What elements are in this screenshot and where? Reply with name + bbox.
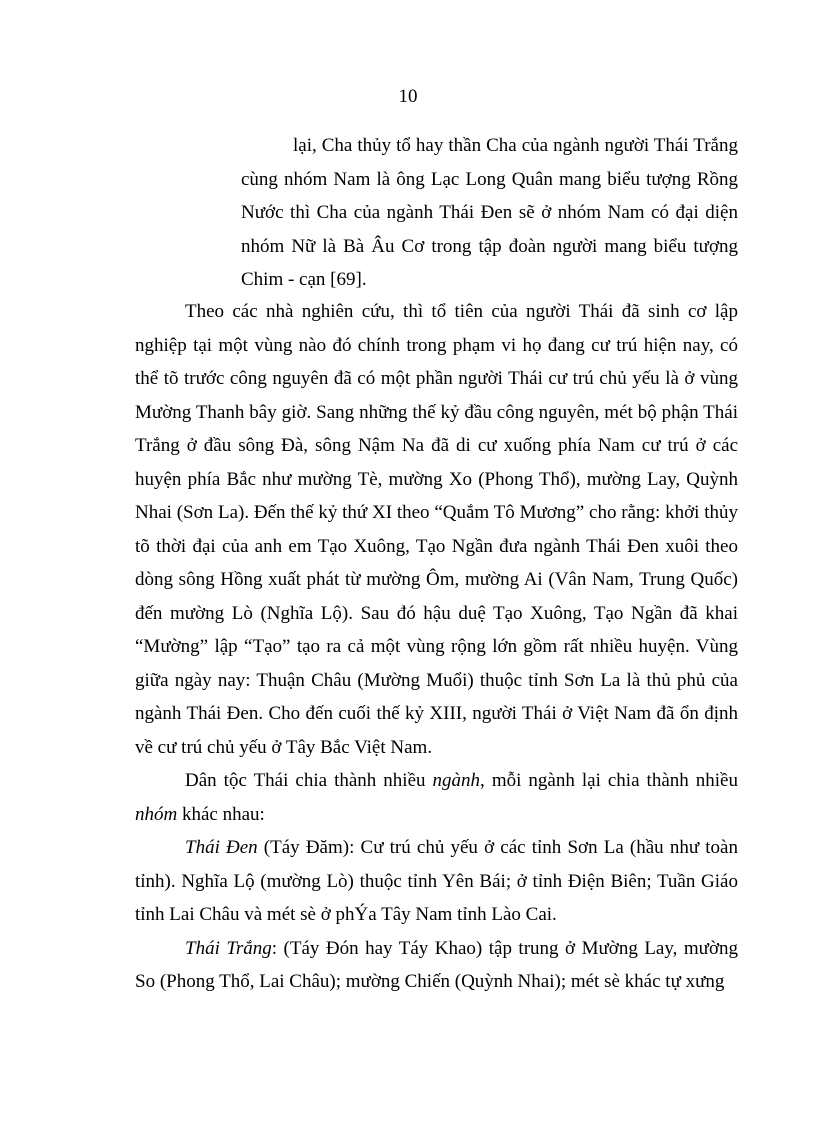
- paragraph-thai-trang: [135, 932, 738, 999]
- term-thai-den: Thái Đen: [185, 837, 258, 858]
- paragraph-groups-middle: , mỗi ngành lại chia thành nhiều: [480, 770, 738, 791]
- paragraph-origins: Theo các nhà nghiên cứu, thì tổ tiên của người Thái đã sinh cơ lập nghiệp tại một vùng nào đó chính trong phạm vi họ đang cư trú hiện nay, có thể tõ trước công nguyên đã có một phần người Thái cư trú chủ yếu là ở vùng Mường Thanh bây giờ. Sang những thế kỷ đầu công nguyên, mét bộ phận Thái Trắng ở đầu sông Đà, sông Nậm Na đã di cư xuống phía Nam cư trú ở các huyện phía Bắc như mường Tè, mường Xo (Phong Thổ), mường Lay, Quỳnh Nhai (Sơn La). Đến thế kỷ thứ XI theo “Quắm Tô Mương” cho rằng: khởi thủy tõ thời đại của anh em Tạo Xuông, Tạo Ngần đưa ngành Thái Đen xuôi theo dòng sông Hồng xuất phát từ mường Ôm, mường Ai (Vân Nam, Trung Quốc) đến mường Lò (Nghĩa Lộ). Sau đó hậu duệ Tạo Xuông, Tạo Ngần đã khai “Mường” lập “Tạo” tạo ra cả một vùng rộng lớn gồm rất nhiều huyện. Vùng giữa ngày nay: Thuận Châu (Mường Muổi) thuộc tỉnh Sơn La là thủ phủ của ngành Thái Đen. Cho đến cuối thế kỷ XIII, người Thái ở Việt Nam đã ổn định về cư trú chủ yếu ở Tây Bắc Việt Nam.: [135, 301, 738, 758]
- paragraph-groups-before: Dân tộc Thái chia thành nhiều: [185, 770, 433, 791]
- paragraph-groups: [135, 764, 738, 831]
- term-thai-trang: Thái Trắng: [185, 937, 272, 959]
- term-nganh: ngành: [432, 770, 481, 791]
- paragraph-thai-trang-text: : (Táy Đón hay Táy Khao) tập trung ở Mường Lay, mường So (Phong Thổ, Lai Châu); mường Chiến (Quỳnh Nhai); mét sè khác tự xưng: [135, 937, 738, 992]
- block-quote: [241, 129, 738, 297]
- paragraph-thai-den-text: (Táy Đăm): Cư trú chủ yếu ở các tỉnh Sơn La (hầu như toàn tỉnh). Nghĩa Lộ (mường Lò) thuộc tỉnh Yên Bái; ở tỉnh Điện Biên; Tuần Giáo tỉnh Lai Châu và mét sè ở phÝa Tây Nam tỉnh Lào Cai.: [135, 837, 738, 925]
- paragraph-groups-after: khác nhau:: [177, 803, 265, 825]
- body-text: [135, 295, 738, 999]
- term-nhom: nhóm: [135, 803, 178, 825]
- quote-paragraph: lại, Cha thủy tổ hay thần Cha của ngành người Thái Trắng cùng nhóm Nam là ông Lạc Long Quân mang biểu tượng Rồng Nước thì Cha của ngành Thái Đen sẽ ở nhóm Nam có đại diện nhóm Nữ là Bà Âu Cơ trong tập đoàn người mang biểu tượng Chim - cạn [69].: [241, 135, 738, 290]
- page-number: 10: [398, 86, 418, 107]
- paragraph-thai-den: [135, 831, 738, 932]
